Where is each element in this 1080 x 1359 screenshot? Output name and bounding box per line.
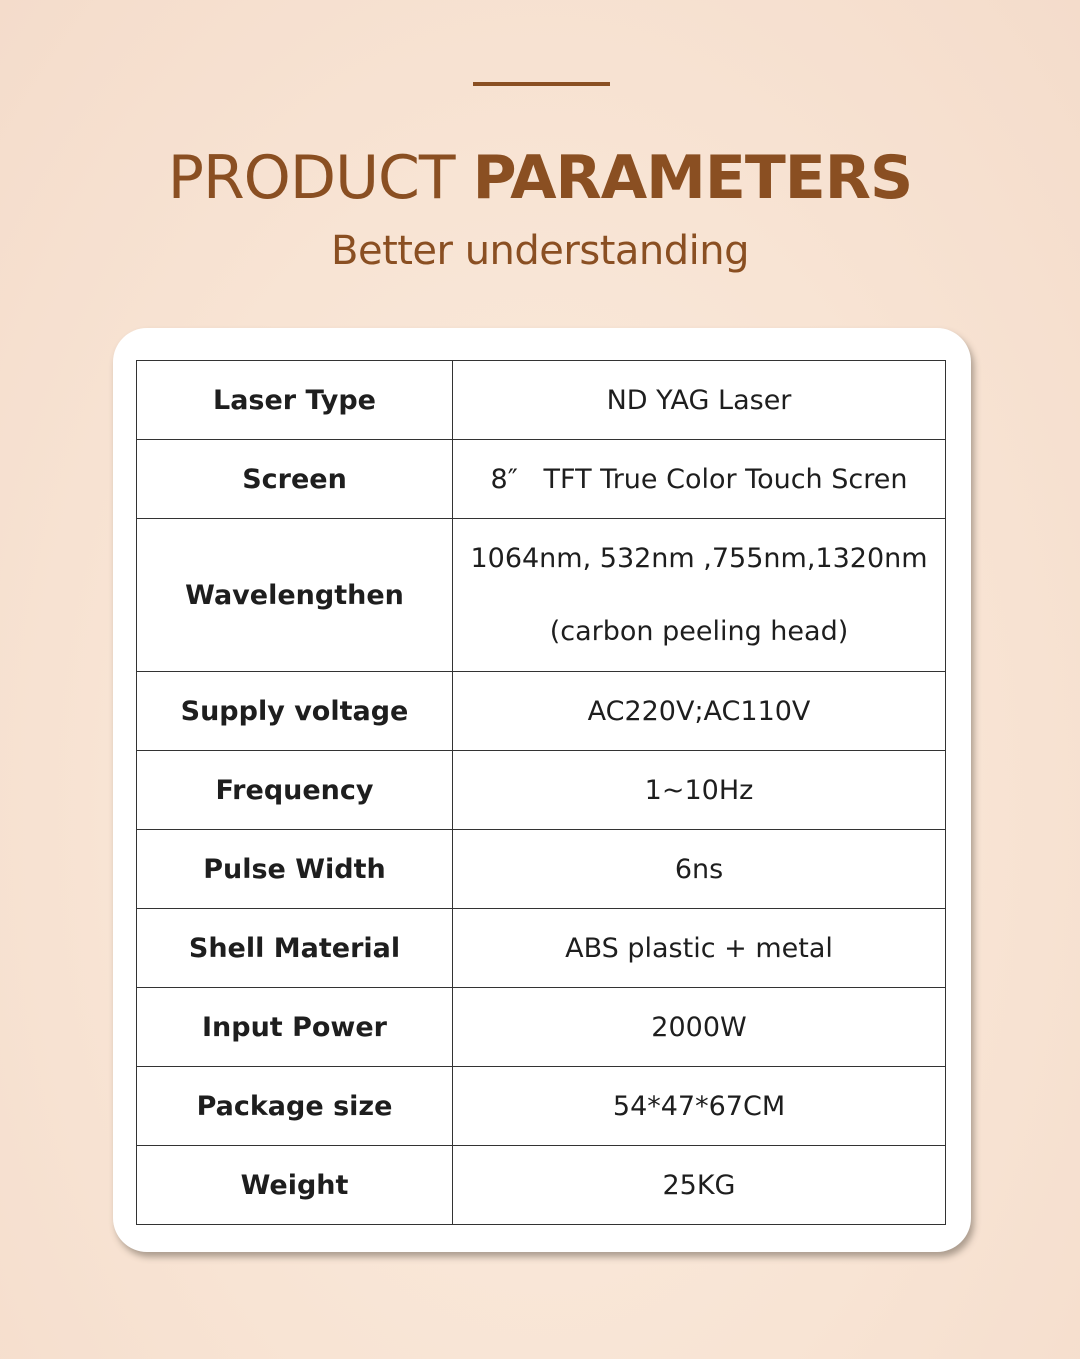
- param-label-screen: Screen: [137, 440, 453, 519]
- param-value-input-power: 2000W: [453, 988, 946, 1067]
- param-value-shell-material: ABS plastic + metal: [453, 909, 946, 988]
- table-row: [137, 361, 946, 440]
- param-value-wavelength-line1: 1064nm, 532nm ,755nm,1320nm: [470, 543, 928, 574]
- param-label-frequency: Frequency: [137, 751, 453, 830]
- table-row: [137, 909, 946, 988]
- param-label-input-power: Input Power: [137, 988, 453, 1067]
- table-row: [137, 1146, 946, 1225]
- top-divider: [473, 82, 610, 86]
- table-row: [137, 988, 946, 1067]
- param-value-supply-voltage: AC220V;AC110V: [453, 672, 946, 751]
- param-value-wavelength: [453, 519, 946, 672]
- param-value-laser-type: ND YAG Laser: [453, 361, 946, 440]
- table-row: [137, 751, 946, 830]
- page-title-light: PRODUCT: [167, 143, 455, 213]
- param-label-pulse-width: Pulse Width: [137, 830, 453, 909]
- param-label-weight: Weight: [137, 1146, 453, 1225]
- page-title-bold: PARAMETERS: [472, 143, 913, 213]
- param-value-screen: 8″ TFT True Color Touch Scren: [453, 440, 946, 519]
- param-value-wavelength-line2: (carbon peeling head): [549, 616, 849, 647]
- table-row: [137, 1067, 946, 1146]
- table-row: [137, 672, 946, 751]
- param-value-package-size: 54*47*67CM: [453, 1067, 946, 1146]
- table-row: [137, 440, 946, 519]
- table-row: [137, 830, 946, 909]
- param-label-package-size: Package size: [137, 1067, 453, 1146]
- param-label-laser-type: Laser Type: [137, 361, 453, 440]
- table-row: [137, 519, 946, 672]
- page-subtitle: Better understanding: [331, 228, 749, 274]
- param-label-wavelength: Wavelengthen: [137, 519, 453, 672]
- parameters-table: [136, 360, 946, 1225]
- param-label-shell-material: Shell Material: [137, 909, 453, 988]
- param-value-pulse-width: 6ns: [453, 830, 946, 909]
- param-value-frequency: 1~10Hz: [453, 751, 946, 830]
- page-title: [0, 140, 1080, 216]
- param-value-weight: 25KG: [453, 1146, 946, 1225]
- param-label-supply-voltage: Supply voltage: [137, 672, 453, 751]
